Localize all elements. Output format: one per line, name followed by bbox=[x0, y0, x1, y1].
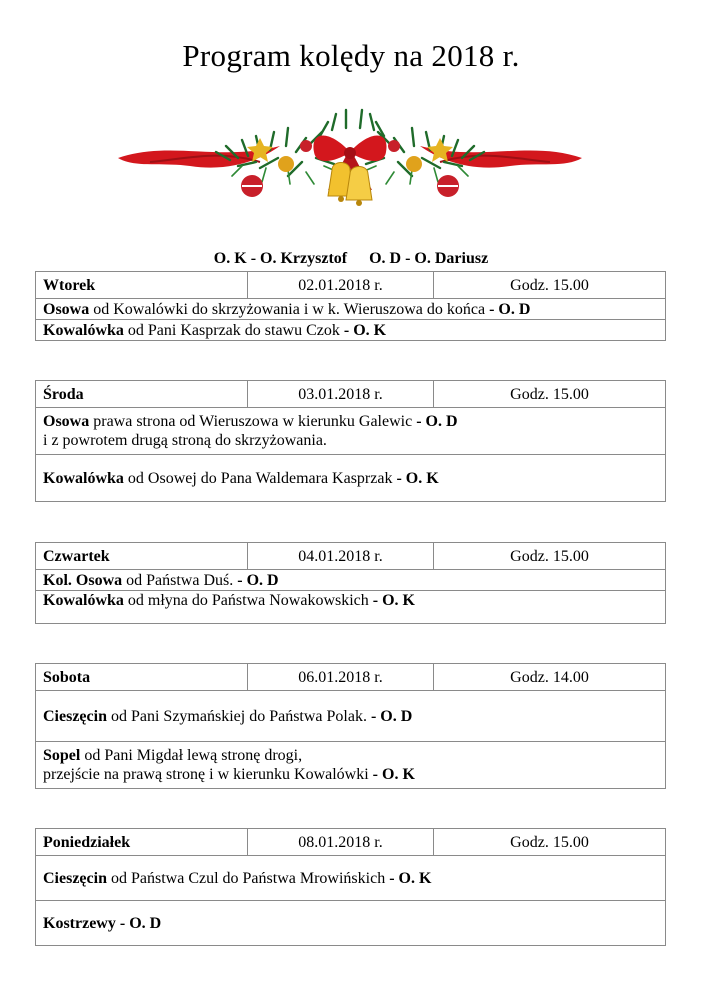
priest-code: - O. D bbox=[237, 571, 279, 589]
route-cell bbox=[36, 856, 666, 901]
route-row bbox=[36, 320, 666, 341]
place-name: Sopel bbox=[43, 747, 81, 764]
day-date: 02.01.2018 r. bbox=[248, 272, 434, 299]
route-cell bbox=[36, 455, 666, 502]
route-text: prawa strona od Wieruszowa w kierunku Galewic bbox=[89, 413, 417, 430]
day-date: 06.01.2018 r. bbox=[248, 664, 434, 691]
day-time: Godz. 15.00 bbox=[434, 543, 666, 570]
route-row bbox=[36, 691, 666, 742]
schedule-table-sobota bbox=[35, 663, 666, 789]
day-time: Godz. 15.00 bbox=[434, 272, 666, 299]
route-row bbox=[36, 742, 666, 789]
schedule-table-wtorek bbox=[35, 271, 666, 341]
schedule-table-czwartek bbox=[35, 542, 666, 624]
christmas-garland-image bbox=[110, 100, 590, 220]
place-name: Osowa bbox=[43, 300, 90, 318]
day-name: Wtorek bbox=[36, 272, 248, 299]
day-date: 03.01.2018 r. bbox=[248, 381, 434, 408]
route-row bbox=[36, 570, 666, 591]
day-name: Środa bbox=[36, 381, 248, 408]
route-text-continued: i z powrotem drugą stroną do skrzyżowania. bbox=[43, 432, 327, 449]
day-name: Sobota bbox=[36, 664, 248, 691]
route-row bbox=[36, 901, 666, 946]
day-date: 08.01.2018 r. bbox=[248, 829, 434, 856]
priest-code: - O. D bbox=[119, 914, 162, 932]
route-cell bbox=[36, 408, 666, 455]
day-header-row bbox=[36, 829, 666, 856]
route-text: od Państwa Czul do Państwa Mrowińskich bbox=[106, 869, 390, 887]
route-row bbox=[36, 455, 666, 502]
route-text: od Osowej do Pana Waldemara Kasprzak bbox=[123, 469, 397, 487]
priest-code: - O. K bbox=[372, 766, 415, 783]
route-cell bbox=[36, 299, 666, 320]
place-name: Cieszęcin bbox=[43, 707, 107, 725]
route-text: od Pani Kasprzak do stawu Czok bbox=[123, 321, 344, 339]
route-text: od Kowalówki do skrzyżowania i w k. Wieruszowa do końca bbox=[89, 300, 490, 318]
route-cell bbox=[36, 591, 666, 624]
day-name: Poniedziałek bbox=[36, 829, 248, 856]
place-name: Osowa bbox=[43, 413, 90, 430]
route-row bbox=[36, 299, 666, 320]
route-row bbox=[36, 591, 666, 624]
route-text-continued: przejście na prawą stronę i w kierunku Kowalówki bbox=[43, 766, 373, 783]
route-cell bbox=[36, 570, 666, 591]
priest-code: - O. D bbox=[370, 707, 413, 725]
route-cell bbox=[36, 691, 666, 742]
day-name: Czwartek bbox=[36, 543, 248, 570]
schedule-table-poniedzialek bbox=[35, 828, 666, 946]
route-text: od młyna do Państwa Nowakowskich bbox=[123, 592, 373, 609]
place-name: Kowalówka bbox=[43, 321, 124, 339]
route-row bbox=[36, 408, 666, 455]
day-header-row bbox=[36, 381, 666, 408]
day-time: Godz. 15.00 bbox=[434, 381, 666, 408]
day-header-row bbox=[36, 272, 666, 299]
priest-code: - O. D bbox=[489, 300, 531, 318]
place-name: Kowalówka bbox=[43, 469, 124, 487]
priest-code: - O. K bbox=[396, 469, 439, 487]
day-header-row bbox=[36, 664, 666, 691]
legend-od: O. D - O. Dariusz bbox=[369, 250, 489, 267]
priest-code: - O. K bbox=[389, 869, 432, 887]
priest-code: - O. K bbox=[343, 321, 387, 339]
route-text: od Państwa Duś. bbox=[122, 571, 238, 589]
schedule-table-sroda bbox=[35, 380, 666, 502]
route-cell bbox=[36, 742, 666, 789]
priest-legend bbox=[0, 250, 702, 268]
day-time: Godz. 15.00 bbox=[434, 829, 666, 856]
day-time: Godz. 14.00 bbox=[434, 664, 666, 691]
route-text: od Pani Szymańskiej do Państwa Polak. bbox=[106, 707, 371, 725]
day-date: 04.01.2018 r. bbox=[248, 543, 434, 570]
place-name: Kol. Osowa bbox=[43, 571, 123, 589]
priest-code: - O. K bbox=[372, 592, 415, 609]
route-cell bbox=[36, 901, 666, 946]
route-row bbox=[36, 856, 666, 901]
priest-code: - O. D bbox=[416, 413, 458, 430]
place-name: Kowalówka bbox=[43, 592, 124, 609]
place-name: Kostrzewy bbox=[43, 914, 116, 932]
place-name: Cieszęcin bbox=[43, 869, 107, 887]
route-cell bbox=[36, 320, 666, 341]
document-title: Program kolędy na 2018 r. bbox=[182, 38, 520, 73]
legend-ok: O. K - O. Krzysztof bbox=[213, 250, 348, 267]
route-text: od Pani Migdał lewą stronę drogi, bbox=[80, 747, 303, 764]
day-header-row bbox=[36, 543, 666, 570]
